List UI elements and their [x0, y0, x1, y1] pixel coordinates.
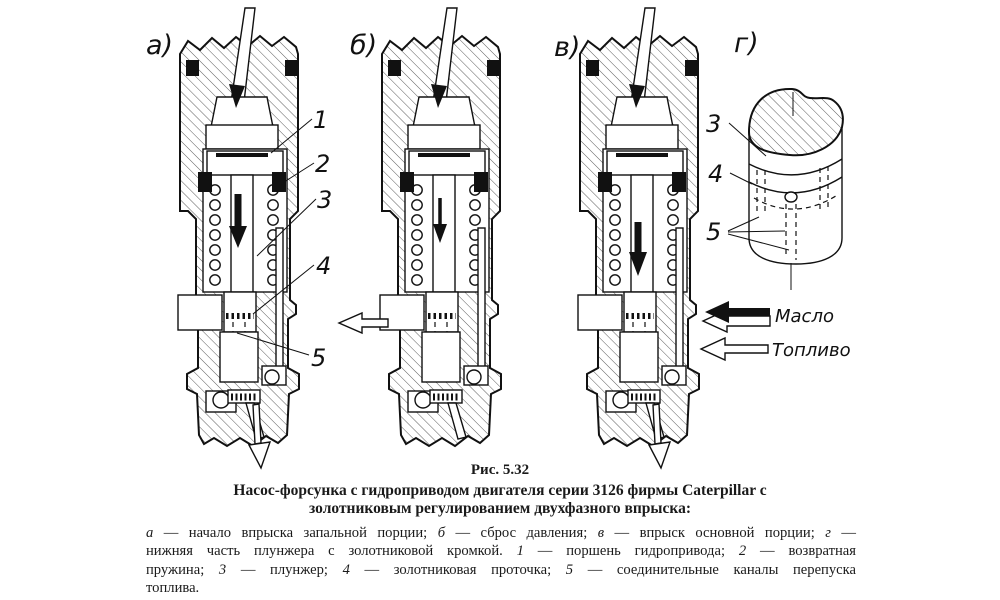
- panel-label-g: г): [734, 28, 759, 59]
- diagram-b: [339, 8, 501, 446]
- callout-5: 5: [706, 218, 722, 246]
- figure-number: Рис. 5.32: [470, 462, 530, 478]
- description-line: а — начало впрыска запальной порции; б — сброс давления; в — впрыск основной порции; г —: [146, 525, 857, 541]
- figure-title-line1: Насос-форсунка с гидроприводом двигателя серии 3126 фирмы Caterpillar с: [233, 482, 767, 499]
- callout-2: 2: [315, 150, 331, 178]
- callout-4: 4: [316, 252, 332, 280]
- panel-label-v: в): [554, 32, 581, 63]
- channel-hole: [785, 192, 797, 202]
- figure-caption: [0, 462, 1000, 598]
- description-line: топлива.: [146, 580, 200, 597]
- diagram-a: [146, 8, 332, 468]
- plunger-spool-edge-face: [749, 89, 843, 155]
- diagram-v: [554, 8, 699, 468]
- oil-arrow-icon: [703, 301, 770, 332]
- description-line: пружина; 3 — плунжер; 4 — золотниковая проточка; 5 — соединительные каналы перепуска: [146, 561, 856, 578]
- callout-5: 5: [311, 344, 327, 372]
- diagram-g: [706, 28, 843, 290]
- legend-fuel-label: Топливо: [772, 340, 851, 361]
- fuel-arrow-icon: [701, 338, 768, 360]
- callout-3: 3: [317, 186, 333, 214]
- callout-4: 4: [708, 160, 724, 188]
- callout-1: 1: [313, 106, 329, 134]
- description-line: нижняя часть плунжера с золотниковой кромкой. 1 — поршень гидропривода; 2 — возвратная: [146, 543, 856, 560]
- figure-description: [146, 524, 856, 598]
- figure-title-line2: золотниковым регулированием двухфазного впрыска:: [309, 499, 691, 517]
- callout-3: 3: [706, 110, 722, 138]
- panel-label-a: а): [146, 30, 174, 61]
- panel-label-b: б): [350, 30, 378, 61]
- flow-legend: [701, 301, 851, 361]
- legend-oil-label: Масло: [775, 306, 834, 327]
